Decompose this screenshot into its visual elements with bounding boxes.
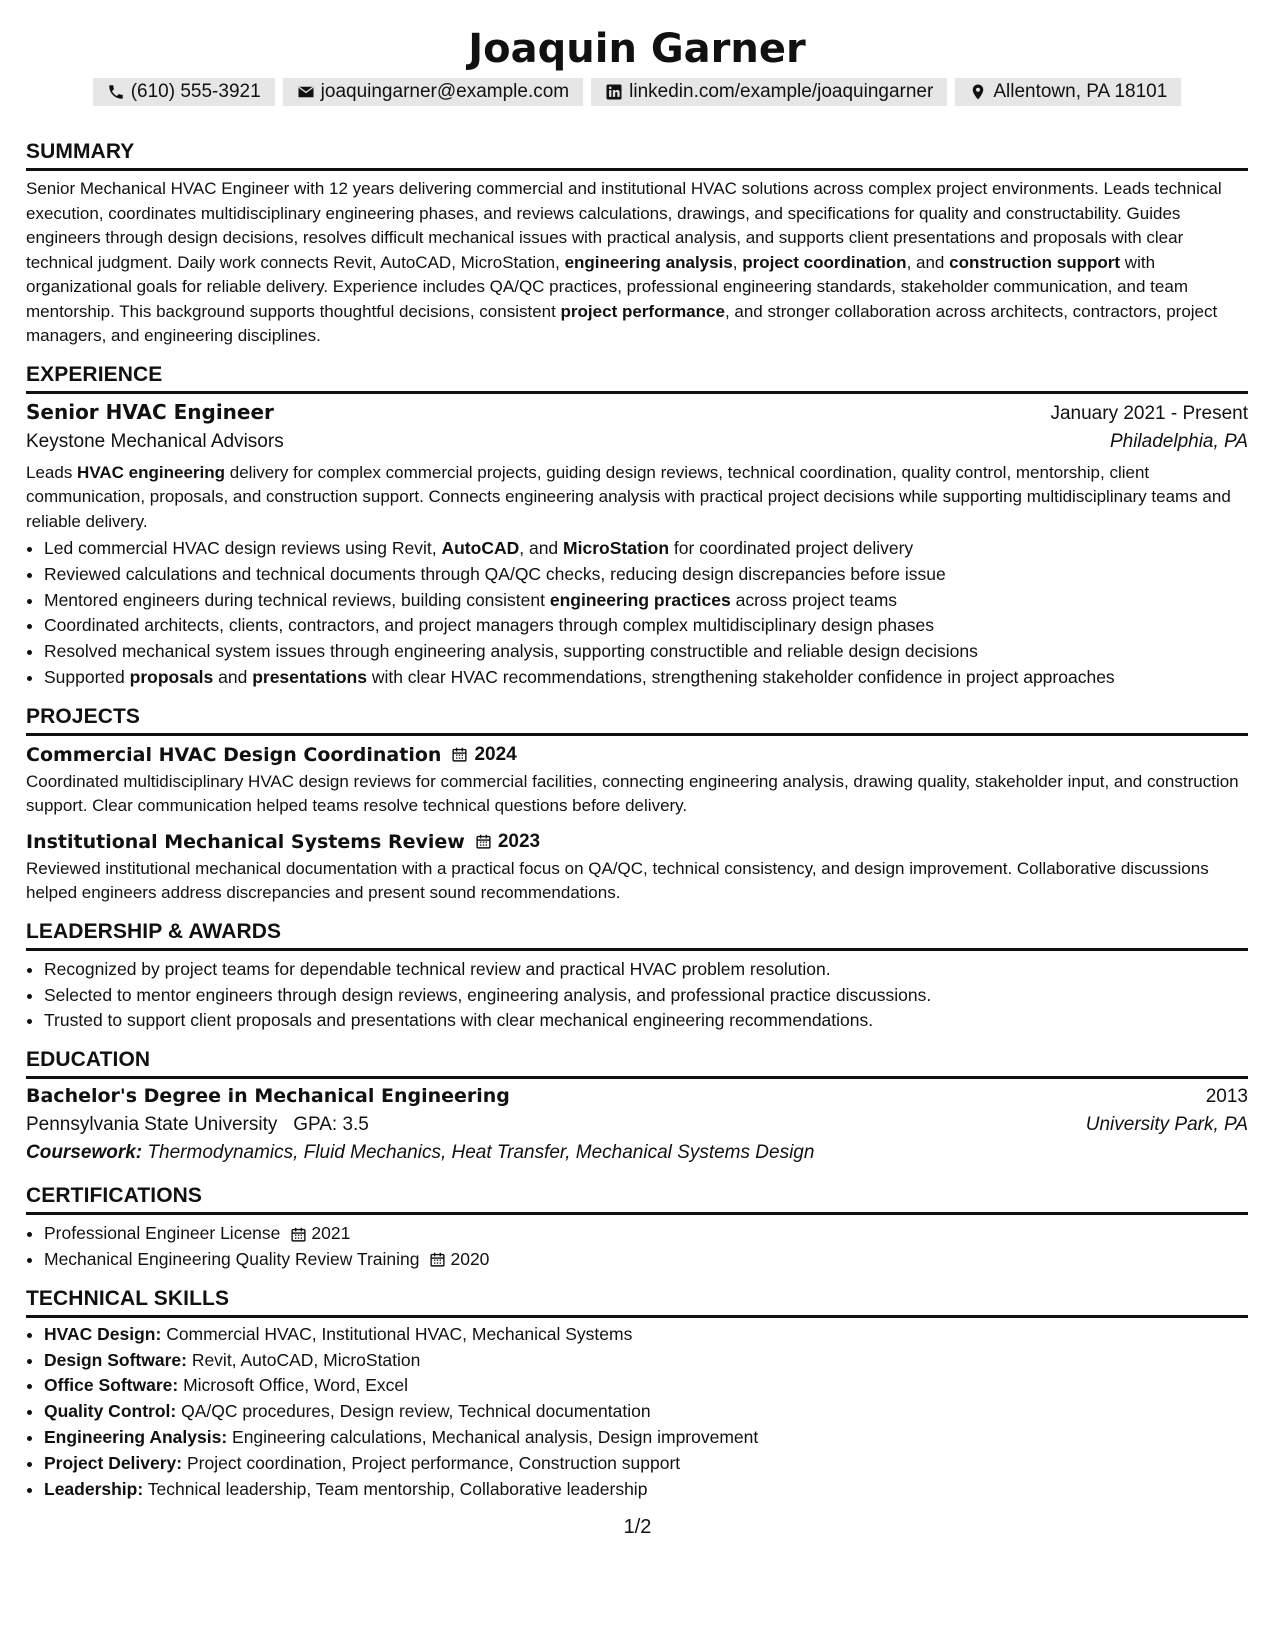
project-header — [26, 744, 1248, 766]
certification-name: • Mechanical Engineering Quality Review Training — [44, 1248, 420, 1269]
skill-label: Office Software: — [44, 1375, 179, 1396]
list-item — [44, 588, 1248, 614]
school-name: Pennsylvania State University — [26, 1114, 278, 1136]
calendar-icon — [451, 746, 468, 763]
text-run: Reviewed calculations and technical documents through QA/QC checks, reducing design discrepancies before issue — [44, 563, 946, 584]
text-run: , — [732, 252, 743, 272]
section-title-leadership: LEADERSHIP & AWARDS — [26, 920, 1248, 951]
text-run: Supported — [44, 666, 130, 687]
bold-text: engineering analysis — [564, 252, 733, 272]
coursework — [26, 1142, 1248, 1164]
list-item — [44, 639, 1248, 665]
list-item — [44, 1425, 1248, 1451]
list-item: • Recognized by project teams for dependable technical review and practical HVAC problem resolution. — [44, 957, 1248, 983]
job-location: Philadelphia, PA — [1109, 430, 1248, 452]
coursework-list: Thermodynamics, Fluid Mechanics, Heat Transfer, Mechanical Systems Design — [142, 1142, 815, 1164]
text-run: with clear HVAC recommendations, strengthening stakeholder confidence in project approaches — [366, 666, 1115, 687]
contact-phone[interactable] — [93, 78, 275, 106]
text-run: Coordinated architects, clients, contractors, and project managers through complex multidisciplinary design phases — [44, 615, 935, 636]
calendar-icon — [475, 833, 492, 850]
skill-value: Commercial HVAC, Institutional HVAC, Mechanical Systems — [161, 1323, 633, 1344]
list-item — [44, 1322, 1248, 1348]
certification-year-text: 2021 — [311, 1223, 351, 1244]
contact-bar — [26, 78, 1248, 106]
certification-year — [290, 1221, 350, 1247]
school-location: University Park, PA — [1085, 1114, 1248, 1136]
contact-linkedin[interactable] — [591, 78, 947, 106]
map-pin-icon — [969, 83, 987, 101]
text-run: , and — [519, 538, 564, 558]
certification-name: • Professional Engineer License — [44, 1223, 281, 1244]
project-year-text: 2024 — [474, 743, 517, 765]
list-item — [44, 1247, 1248, 1273]
project-title: Commercial HVAC Design Coordination — [26, 743, 442, 766]
project-year-text: 2023 — [497, 830, 541, 852]
contact-location — [955, 78, 1181, 106]
job-dates: January 2021 - Present — [1050, 402, 1248, 424]
list-item — [44, 1373, 1248, 1399]
candidate-name: Joaquin Garner — [468, 26, 806, 72]
list-item — [44, 536, 1248, 562]
calendar-icon — [290, 1226, 307, 1243]
section-title-projects: PROJECTS — [26, 705, 1248, 736]
summary-text — [26, 177, 1248, 349]
text-run: across project teams — [730, 589, 898, 610]
envelope-icon — [297, 83, 315, 101]
leadership-section — [26, 920, 1248, 1034]
bold-text: presentations — [252, 666, 367, 687]
resume-page — [26, 0, 1248, 1502]
section-title-experience: EXPERIENCE — [26, 363, 1248, 394]
text-run: delivery for complex commercial projects, guiding design reviews, technical coordination, quality control, mentorship, client communication, proposals, and construction support. Connects engineering analysis with practical project decisions while supporting multidisciplinary teams and reliable delivery. — [26, 462, 1231, 531]
job-intro — [26, 461, 1248, 535]
bold-text: AutoCAD — [441, 538, 520, 558]
leadership-list — [26, 957, 1248, 1034]
bold-text: project coordination — [742, 252, 907, 272]
bold-text: proposals — [129, 666, 214, 687]
text-run: for coordinated project delivery — [669, 538, 914, 558]
text-run: and — [213, 666, 253, 687]
skill-label: Engineering Analysis: — [44, 1426, 228, 1447]
coursework-label: Coursework: — [26, 1142, 143, 1164]
list-item: • Trusted to support client proposals and presentations with clear mechanical engineering recommendations. — [44, 1008, 1248, 1034]
section-title-skills: TECHNICAL SKILLS — [26, 1287, 1248, 1318]
summary-section — [26, 140, 1248, 349]
skill-label: HVAC Design: — [44, 1323, 162, 1344]
skills-list — [26, 1322, 1248, 1503]
project-header — [26, 831, 1248, 853]
list-item — [44, 613, 1248, 639]
text-run: Leads — [26, 462, 78, 482]
section-title-certifications: CERTIFICATIONS — [26, 1184, 1248, 1215]
project-title: Institutional Mechanical Systems Review — [26, 830, 465, 853]
skills-section — [26, 1287, 1248, 1503]
section-title-education: EDUCATION — [26, 1048, 1248, 1079]
skill-value: Microsoft Office, Word, Excel — [178, 1375, 409, 1396]
text-run: , and stronger collaboration across architects, contractors, project managers, and engineering disciplines. — [26, 301, 1218, 345]
email-text: joaquingarner@example.com — [320, 81, 570, 102]
projects-section — [26, 705, 1248, 906]
list-item — [44, 1399, 1248, 1425]
experience-section — [26, 363, 1248, 691]
list-item — [44, 1477, 1248, 1503]
list-item — [44, 1451, 1248, 1477]
bold-text: construction support — [949, 252, 1121, 272]
calendar-icon — [429, 1251, 446, 1268]
location-text: Allentown, PA 18101 — [993, 81, 1168, 102]
skill-label: Leadership: — [44, 1478, 144, 1499]
bold-text: MicroStation — [563, 538, 670, 558]
certifications-list — [26, 1221, 1248, 1273]
list-item: • Selected to mentor engineers through design reviews, engineering analysis, and professional practice discussions. — [44, 983, 1248, 1009]
list-item — [44, 1348, 1248, 1374]
skill-value: Revit, AutoCAD, MicroStation — [186, 1349, 421, 1370]
text-run: Senior Mechanical HVAC Engineer with 12 years delivering commercial and institutional HVAC solutions across complex project environments. Leads technical execution, coordinates multidisciplinary engineering phases, and reviews calculations, drawings, and specifications for quality and constructability. Guides engineers through design decisions, resolves difficult mechanical issues with practical analysis, and supports client presentations and proposals with clear technical judgment. Daily work connects Revit, AutoCAD, MicroStation, — [26, 179, 1222, 272]
list-item — [44, 1221, 1248, 1247]
skill-label: Quality Control: — [44, 1401, 177, 1422]
skill-label: Design Software: — [44, 1349, 187, 1370]
gpa: GPA: 3.5 — [293, 1114, 369, 1136]
bold-text: HVAC engineering — [77, 462, 226, 482]
text-run: Resolved mechanical system issues through engineering analysis, supporting constructible and reliable design decisions — [44, 641, 978, 662]
school-info — [26, 1114, 369, 1136]
skill-value: Project coordination, Project performance, Construction support — [182, 1452, 681, 1473]
education-section — [26, 1048, 1248, 1164]
list-item — [44, 665, 1248, 691]
text-run: Mentored engineers during technical reviews, building consistent — [44, 589, 550, 610]
skill-value: Technical leadership, Team mentorship, Collaborative leadership — [143, 1478, 648, 1499]
skill-value: Engineering calculations, Mechanical analysis, Design improvement — [227, 1426, 759, 1447]
section-title-summary: SUMMARY — [26, 140, 1248, 171]
company-name: Keystone Mechanical Advisors — [26, 430, 284, 452]
project-year — [475, 831, 540, 853]
linkedin-icon — [605, 83, 623, 101]
linkedin-text: linkedin.com/example/joaquingarner — [629, 81, 934, 102]
bold-text: engineering practices — [549, 589, 731, 610]
page-number: 1/2 — [623, 1516, 652, 1538]
certification-year-text: 2020 — [450, 1248, 490, 1269]
project-year — [451, 744, 516, 766]
project-description: Reviewed institutional mechanical documentation with a practical focus on QA/QC, technical consistency, and design improvement. Collaborative discussions helped engineers address discrepancies and present sound recommendations. — [26, 858, 1209, 903]
graduation-year: 2013 — [1205, 1086, 1248, 1108]
degree-title: Bachelor's Degree in Mechanical Engineering — [26, 1085, 510, 1108]
certifications-section — [26, 1184, 1248, 1273]
text-run: , and — [906, 252, 950, 272]
phone-icon — [107, 83, 125, 101]
text-run: with organizational goals for reliable delivery. Experience includes QA/QC practices, professional engineering standards, stakeholder communication, and team mentorship. This background supports thoughtful decisions, consistent — [26, 252, 1188, 321]
skill-value: QA/QC procedures, Design review, Technical documentation — [176, 1401, 651, 1422]
job-bullets — [26, 536, 1248, 691]
text-run: Led commercial HVAC design reviews using Revit, — [44, 538, 442, 558]
job-title: Senior HVAC Engineer — [26, 399, 274, 424]
skill-label: Project Delivery: — [44, 1452, 183, 1473]
bold-text: project performance — [560, 301, 725, 321]
contact-email[interactable] — [283, 78, 583, 106]
certification-year — [429, 1247, 489, 1273]
phone-text: (610) 555-3921 — [130, 81, 261, 102]
list-item — [44, 562, 1248, 588]
project-description: Coordinated multidisciplinary HVAC design reviews for commercial facilities, connecting engineering analysis, drawing quality, stakeholder input, and construction support. Clear communication helped teams resolve technical questions before delivery. — [26, 771, 1239, 816]
